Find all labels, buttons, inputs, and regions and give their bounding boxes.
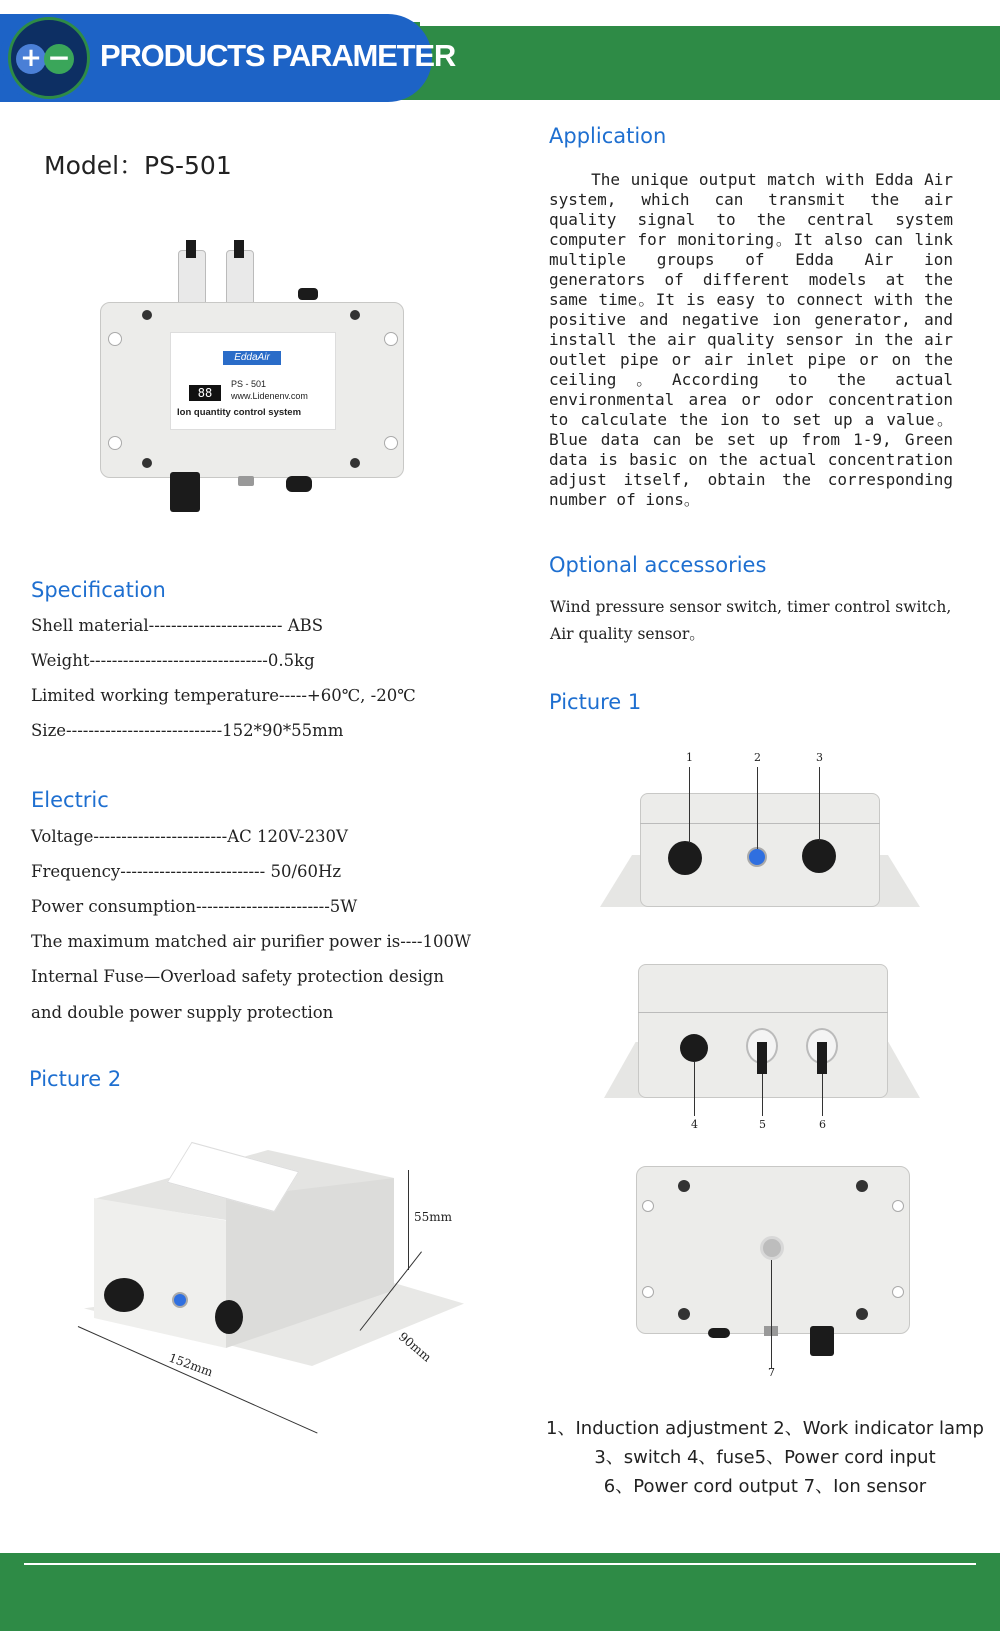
bottom-gland [286,476,312,492]
picture1-bottom-view [636,1166,910,1379]
screw-icon [678,1308,690,1320]
enclosure-front-face [94,1198,226,1348]
header-white-line [420,22,1000,26]
dimension-line-height [408,1170,409,1270]
lid-line [638,1012,888,1013]
application-heading: Application [549,124,667,148]
model-label: Model：PS-501 [44,151,232,180]
picture1-caption-line-2: 3、switch 4、fuse5、Power cord input [594,1447,936,1468]
picture1-heading: Picture 1 [549,690,642,714]
callout-number-1: 1 [686,751,693,764]
ion-sensor [760,1236,784,1260]
electric-row-power: Power consumption------------------------5W [31,897,358,916]
power-cord-input [757,1042,767,1074]
electric-heading: Electric [31,788,109,812]
picture1-caption-line-3: 6、Power cord output 7、Ion sensor [603,1476,927,1497]
callout-number-7: 7 [768,1366,775,1379]
bottom-knob [170,472,200,512]
fuse-holder [680,1034,708,1062]
mount-hole [642,1200,654,1212]
electric-row-fuse: Internal Fuse—Overload safety protection design [31,967,444,986]
top-knob [298,288,318,300]
callout-number-4: 4 [691,1118,698,1131]
callout-line-3 [819,767,820,841]
screw-icon [142,458,152,468]
label-name: Ion quantity control system [177,407,302,418]
cable-left [186,240,196,258]
plus-icon: + [16,44,46,74]
cable-right [234,240,244,258]
page-title: PRODUCTS PARAMETER [100,38,456,73]
accessories-text: Wind pressure sensor switch, timer control switch, Air quality sensor。 [550,598,952,643]
electric-row-protection: and double power supply protection [31,1003,334,1022]
picture1-back-view [604,962,920,1132]
picture1-caption-line-1: 1、Induction adjustment 2、Work indicator lamp [546,1418,984,1439]
dimension-width-label: 90mm [395,1329,435,1365]
bottom-connector [238,476,254,486]
accessories-heading: Optional accessories [549,553,767,577]
mount-hole [384,436,398,450]
callout-line-2 [757,767,758,849]
rocker-switch [802,839,836,873]
screw-icon [142,310,152,320]
footer-white-line [24,1563,976,1565]
brand-logo: EddaAir [223,351,281,365]
callout-line-1 [689,767,690,843]
picture2-dimension-view [60,1150,480,1440]
specification-heading: Specification [31,578,166,602]
spec-row-size: Size----------------------------152*90*55mm [31,721,344,740]
minus-icon: − [44,44,74,74]
screw-icon [350,310,360,320]
screw-icon [856,1308,868,1320]
mount-hole [108,436,122,450]
callout-number-5: 5 [759,1118,766,1131]
cable-gland-right [226,250,254,310]
screw-icon [856,1180,868,1192]
spec-row-temperature: Limited working temperature-----+60℃, -20℃ [31,686,416,705]
indicator-lamp [747,847,767,867]
spec-row-shell: Shell material------------------------ ABS [31,616,324,635]
application-text: The unique output match with Edda Air system, which can transmit the air quality signal to the central system computer for monitoring。It also can link multiple groups of Edda Air ion generators of different models at the same time。It is easy to connect with the positive and negative ion generator, and install the air quality sensor in the air outlet pipe or air inlet pipe or on the ceiling。According to the actual environmental area or odor concentration to calculate the ion to set up a value。Blue data can be set up from 1-9, Green data is basic on the actual concentration adjust itself, obtain the corresponding number of ions。 [549,170,963,509]
picture1-front-view [600,751,920,915]
mount-hole [892,1286,904,1298]
electric-row-frequency: Frequency-------------------------- 50/60Hz [31,862,342,881]
callout-number-2: 2 [754,751,761,764]
device-label [170,332,336,430]
callout-number-3: 3 [816,751,823,764]
digit-display: 88 [189,385,221,401]
label-url: www.Lidenenv.com [231,391,308,401]
callout-line-7 [771,1260,772,1368]
electric-row-max-power: The maximum matched air purifier power is----100W [31,932,471,951]
induction-knob [104,1278,144,1312]
label-model: PS - 501 [231,379,267,389]
callout-line-4 [694,1062,695,1116]
screw-icon [350,458,360,468]
callout-number-6: 6 [819,1118,826,1131]
dimension-height-label: 55mm [414,1210,453,1224]
cable-gland-left [178,250,206,310]
mount-hole [892,1200,904,1212]
screw-icon [678,1180,690,1192]
spec-row-weight: Weight--------------------------------0.5kg [31,651,315,670]
bottom-knob [810,1326,834,1356]
indicator-lamp [172,1292,188,1308]
mount-hole [384,332,398,346]
picture2-heading: Picture 2 [29,1067,122,1091]
bottom-gland [708,1328,730,1338]
callout-line-6 [822,1074,823,1116]
callout-line-5 [762,1074,763,1116]
lid-line [640,823,880,824]
dimension-length-label: 152mm [166,1350,215,1380]
mount-hole [642,1286,654,1298]
electric-row-voltage: Voltage------------------------AC 120V-230V [31,827,348,846]
product-photo [100,240,404,520]
rocker-switch [215,1300,243,1334]
power-cord-output [817,1042,827,1074]
induction-knob [668,841,702,875]
mount-hole [108,332,122,346]
